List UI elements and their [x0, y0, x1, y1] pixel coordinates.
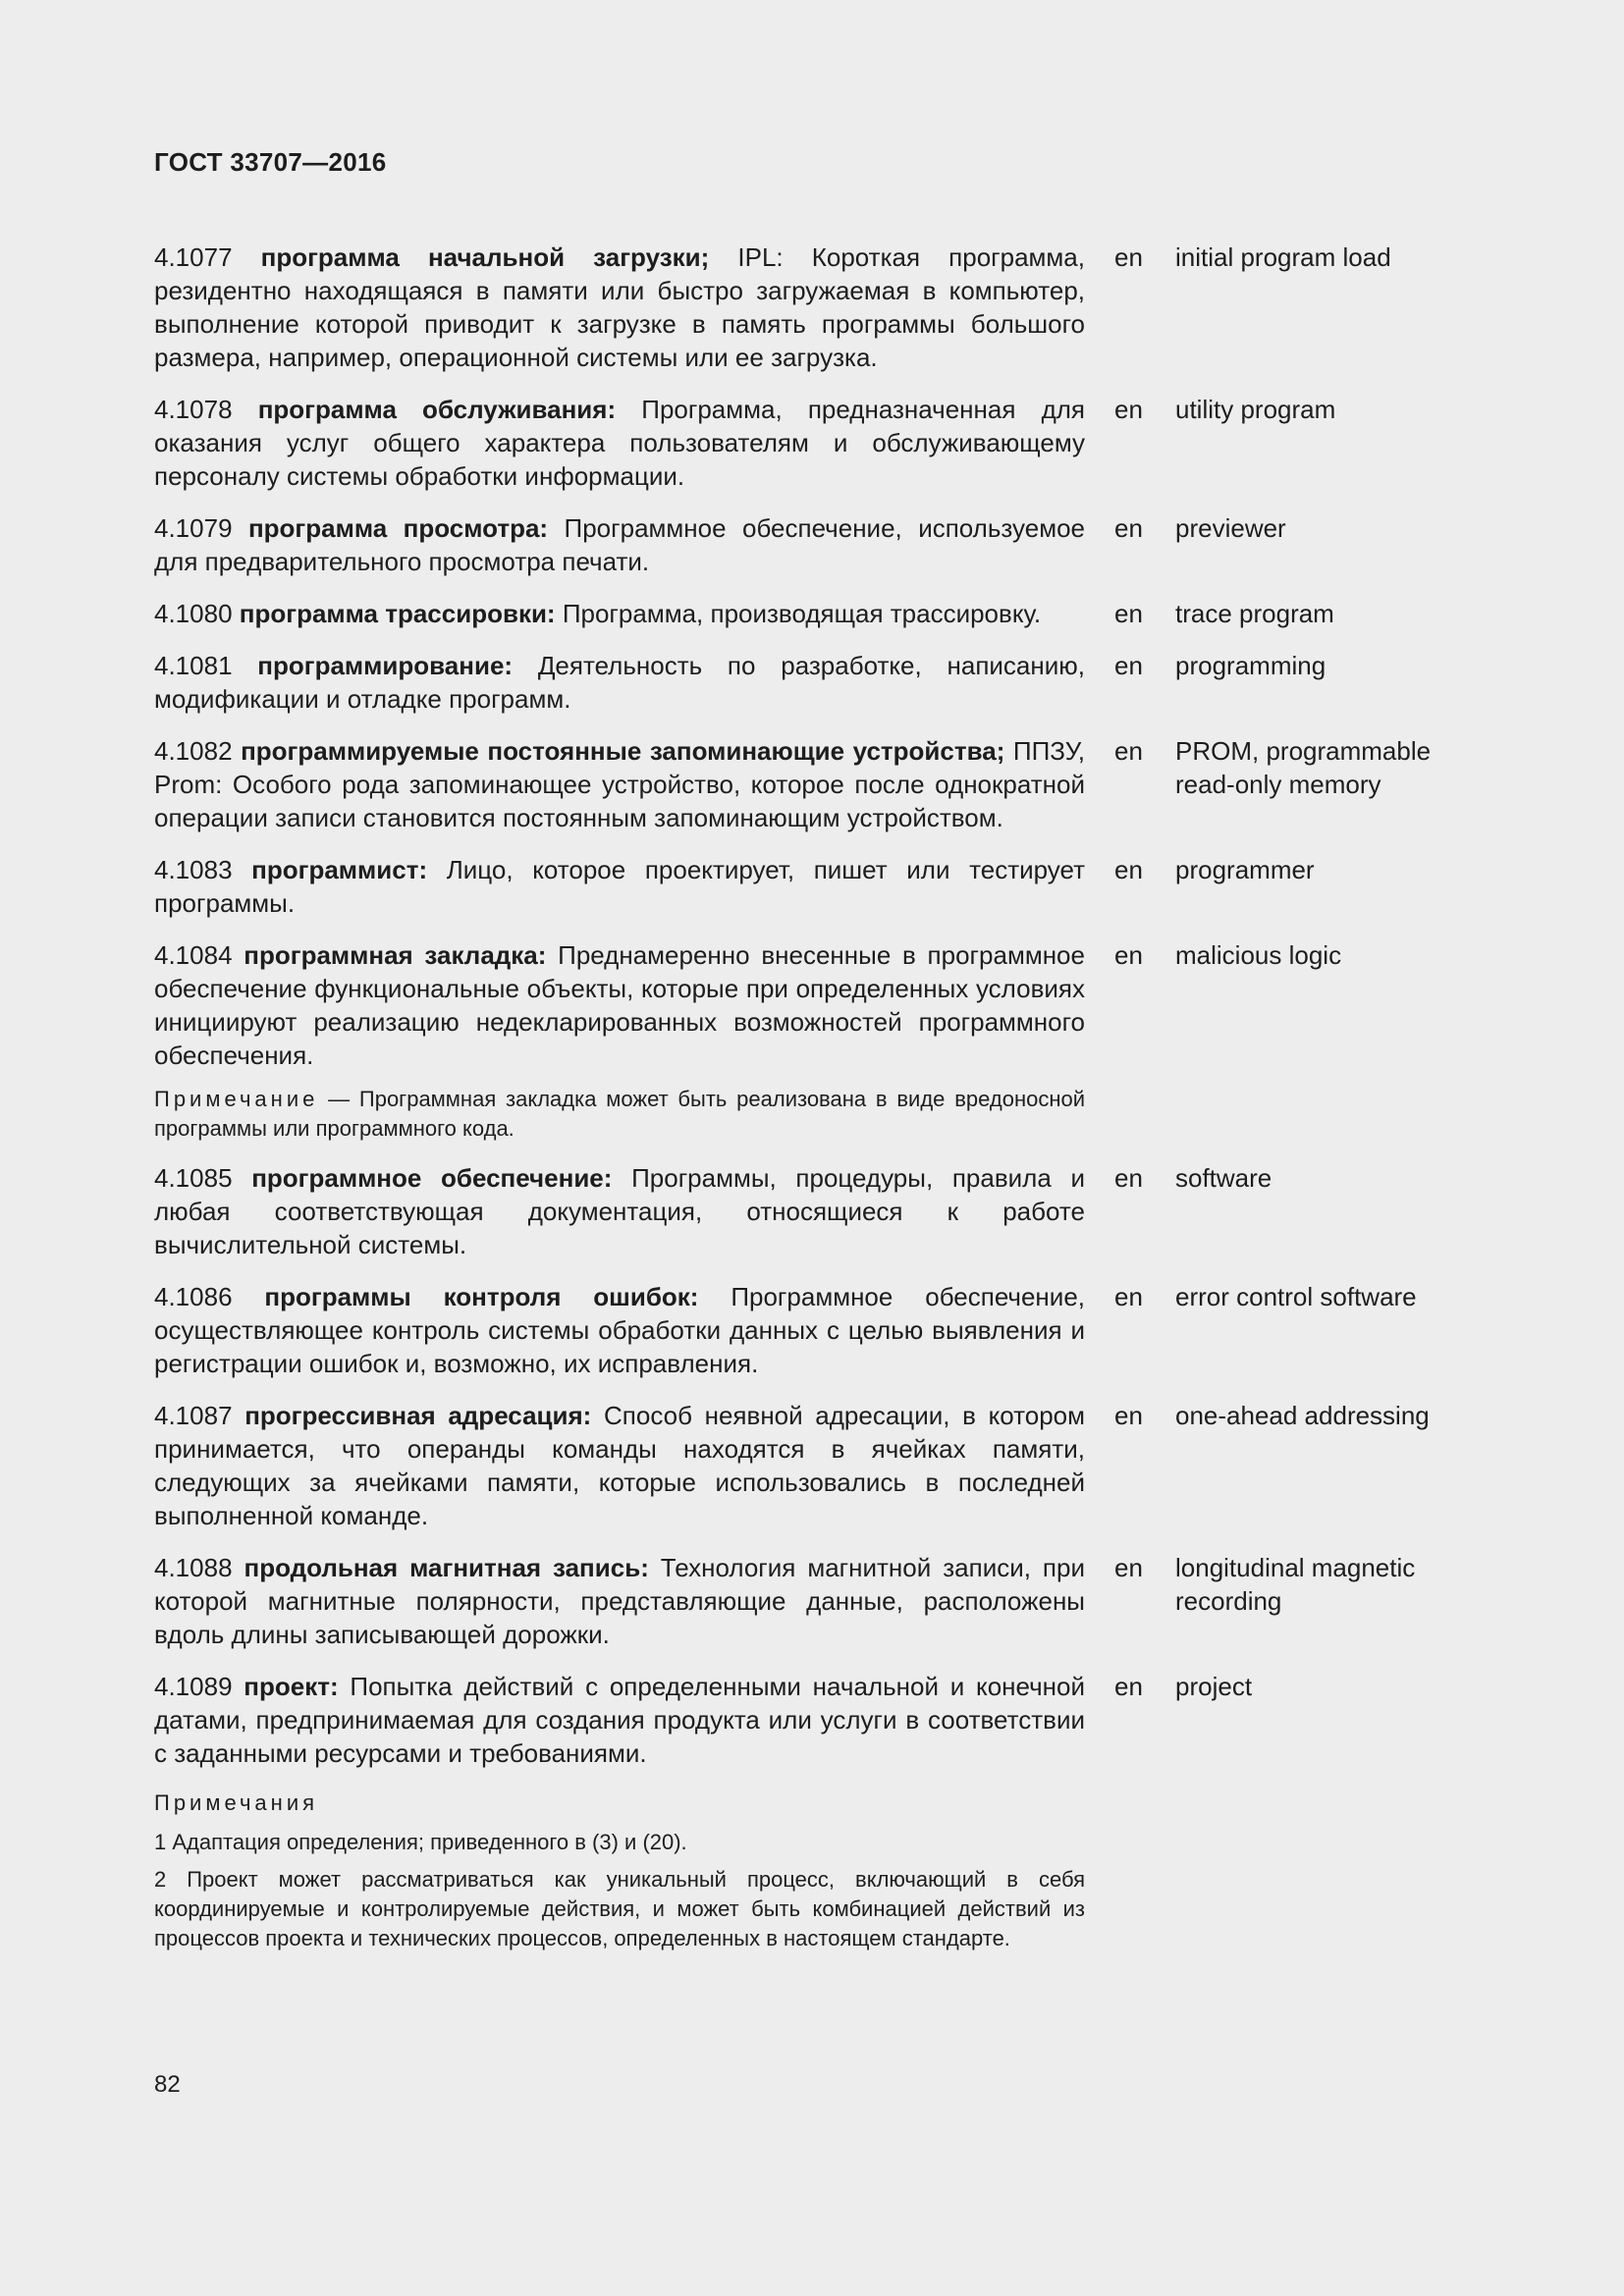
- term-text: Лицо, которое проектирует, пишет или тестирует программы.: [154, 855, 1086, 918]
- term-number: 4.1089: [154, 1672, 233, 1701]
- term-name: проект:: [244, 1672, 339, 1701]
- term-name: прогрессивная адресация:: [244, 1401, 592, 1430]
- term-definition: [154, 1399, 1085, 1532]
- term-notes: [154, 1789, 1085, 1953]
- language-code: en: [1114, 1163, 1143, 1193]
- note-item: 1 Адаптация определения; приведенного в (3) и (20).: [154, 1830, 687, 1854]
- term-entry-4-1089: [154, 1670, 1470, 1770]
- term-entry-4-1077: [154, 240, 1470, 374]
- term-number: 4.1088: [154, 1553, 233, 1582]
- language-code: en: [1114, 513, 1143, 543]
- term-name: программа трассировки:: [239, 599, 556, 628]
- term-entry-4-1080: [154, 597, 1470, 630]
- language-code: en: [1114, 940, 1143, 970]
- term-number: 4.1084: [154, 940, 233, 970]
- term-definition: [154, 649, 1085, 716]
- term-name: программируемые постоянные запоминающие устройства;: [241, 736, 1005, 766]
- term-definition: [154, 1551, 1085, 1651]
- term-number: 4.1079: [154, 513, 233, 543]
- term-name: программист:: [251, 855, 428, 884]
- term-definition: [154, 1161, 1085, 1261]
- english-equivalent: initial program load: [1175, 242, 1391, 272]
- term-entry-4-1083: [154, 853, 1470, 920]
- english-equivalent: one-ahead addressing: [1175, 1401, 1430, 1430]
- term-name: программа просмотра:: [247, 513, 549, 543]
- term-number: 4.1078: [154, 395, 233, 424]
- term-text: Программы, процедуры, правила и любая соответствующая документация, относящиеся к работе вычислительной системы.: [154, 1163, 1085, 1259]
- terms-list: [154, 240, 1470, 1961]
- language-code: en: [1114, 855, 1143, 884]
- note-text: — Программная закладка может быть реализована в виде вредоносной программы или программного кода.: [154, 1087, 1085, 1141]
- english-equivalent: programming: [1175, 651, 1326, 680]
- term-name: программы контроля ошибок:: [264, 1282, 699, 1311]
- term-entry-4-1087: [154, 1399, 1470, 1532]
- term-definition: [154, 938, 1085, 1072]
- term-definition: [154, 597, 1085, 630]
- term-definition: [154, 240, 1085, 374]
- term-text: Преднамеренно внесенные в программное обеспечение функциональные объекты, которые при определенных условиях инициируют реализацию недекларированных возможностей программного обеспечения.: [154, 940, 1085, 1070]
- document-header: ГОСТ 33707—2016: [154, 147, 387, 177]
- note-label: Примечание: [154, 1087, 319, 1111]
- language-code: en: [1114, 599, 1143, 628]
- term-name: программирование:: [257, 651, 514, 680]
- english-equivalent: PROM, programmable read-only memory: [1175, 736, 1432, 799]
- term-number: 4.1086: [154, 1282, 233, 1311]
- term-text: Деятельность по разработке, написанию, модификации и отладке программ.: [154, 651, 1085, 714]
- term-text: Попытка действий с определенными начальной и конечной датами, предпринимаемая для создания продукта или услуги в соответствии с заданными ресурсами и требованиями.: [154, 1672, 1085, 1768]
- term-number: 4.1087: [154, 1401, 233, 1430]
- term-number: 4.1083: [154, 855, 233, 884]
- language-code: en: [1114, 651, 1143, 680]
- english-equivalent: error control software: [1175, 1282, 1417, 1311]
- english-equivalent: previewer: [1175, 513, 1286, 543]
- language-code: en: [1114, 1672, 1143, 1701]
- term-entry-4-1079: [154, 511, 1470, 578]
- language-code: en: [1114, 242, 1143, 272]
- page-number: 82: [154, 2071, 181, 2098]
- english-equivalent: malicious logic: [1175, 940, 1342, 970]
- term-definition: [154, 393, 1085, 493]
- term-text: Способ неявной адресации, в котором принимается, что операнды команды находятся в ячейках памяти, следующих за ячейками памяти, которые использовались в последней выполненной команде.: [154, 1401, 1085, 1530]
- term-name: программа начальной загрузки;: [260, 242, 710, 272]
- term-entry-4-1082: [154, 734, 1470, 834]
- term-entry-4-1078: [154, 393, 1470, 493]
- term-text: Программное обеспечение, используемое для предварительного просмотра печати.: [154, 513, 1085, 576]
- term-note: [154, 1085, 1085, 1144]
- english-equivalent: software: [1175, 1163, 1272, 1193]
- english-equivalent: longitudinal magnetic recording: [1175, 1553, 1416, 1616]
- language-code: en: [1114, 736, 1143, 766]
- term-text: IPL: Короткая программа, резидентно находящаяся в памяти или быстро загружаемая в компьютер, выполнение которой приводит к загрузке в память программы большого размера, например, операционной системы или ее загрузка.: [154, 242, 1085, 372]
- term-number: 4.1081: [154, 651, 233, 680]
- term-name: продольная магнитная запись:: [244, 1553, 649, 1582]
- term-text: Технология магнитной записи, при которой магнитные полярности, представляющие данные, расположены вдоль длины записывающей дорожки.: [154, 1553, 1085, 1649]
- term-number: 4.1080: [154, 599, 233, 628]
- term-name: программа обслуживания:: [257, 395, 617, 424]
- language-code: en: [1114, 1282, 1143, 1311]
- term-definition: [154, 511, 1085, 578]
- term-number: 4.1085: [154, 1163, 233, 1193]
- english-equivalent: programmer: [1175, 855, 1315, 884]
- term-text: Программа, предназначенная для оказания услуг общего характера пользователям и обслуживающему персоналу системы обработки информации.: [154, 395, 1085, 491]
- term-entry-4-1081: [154, 649, 1470, 716]
- term-name: программное обеспечение:: [251, 1163, 613, 1193]
- term-entry-4-1085: [154, 1161, 1470, 1261]
- language-code: en: [1114, 395, 1143, 424]
- term-text: Программа, производящая трассировку.: [555, 599, 1042, 628]
- term-definition: [154, 734, 1085, 834]
- language-code: en: [1114, 1401, 1143, 1430]
- term-entry-4-1084: [154, 938, 1470, 1072]
- english-equivalent: project: [1175, 1672, 1253, 1701]
- term-text: Программное обеспечение, осуществляющее контроль системы обработки данных с целью выявления и регистрации ошибок и, возможно, их исправления.: [154, 1282, 1085, 1378]
- term-entry-4-1086: [154, 1280, 1470, 1380]
- notes-title: Примечания: [154, 1790, 319, 1815]
- term-definition: [154, 1280, 1085, 1380]
- note-item: 2 Проект может рассматриваться как уникальный процесс, включающий в себя координируемые и контролируемые действия, и может быть комбинацией действий из процессов проекта и технических процессов, определенных в настоящем стандарте.: [154, 1867, 1085, 1950]
- term-number: 4.1082: [154, 736, 233, 766]
- term-entry-4-1088: [154, 1551, 1470, 1651]
- term-text: ППЗУ, Prom: Особого рода запоминающее устройство, которое после однократной операции записи становится постоянным запоминающим устройством.: [154, 736, 1085, 832]
- term-definition: [154, 1670, 1085, 1770]
- term-number: 4.1077: [154, 242, 233, 272]
- language-code: en: [1114, 1553, 1143, 1582]
- term-name: программная закладка:: [244, 940, 547, 970]
- english-equivalent: utility program: [1175, 395, 1336, 424]
- term-definition: [154, 853, 1085, 920]
- english-equivalent: trace program: [1175, 599, 1334, 628]
